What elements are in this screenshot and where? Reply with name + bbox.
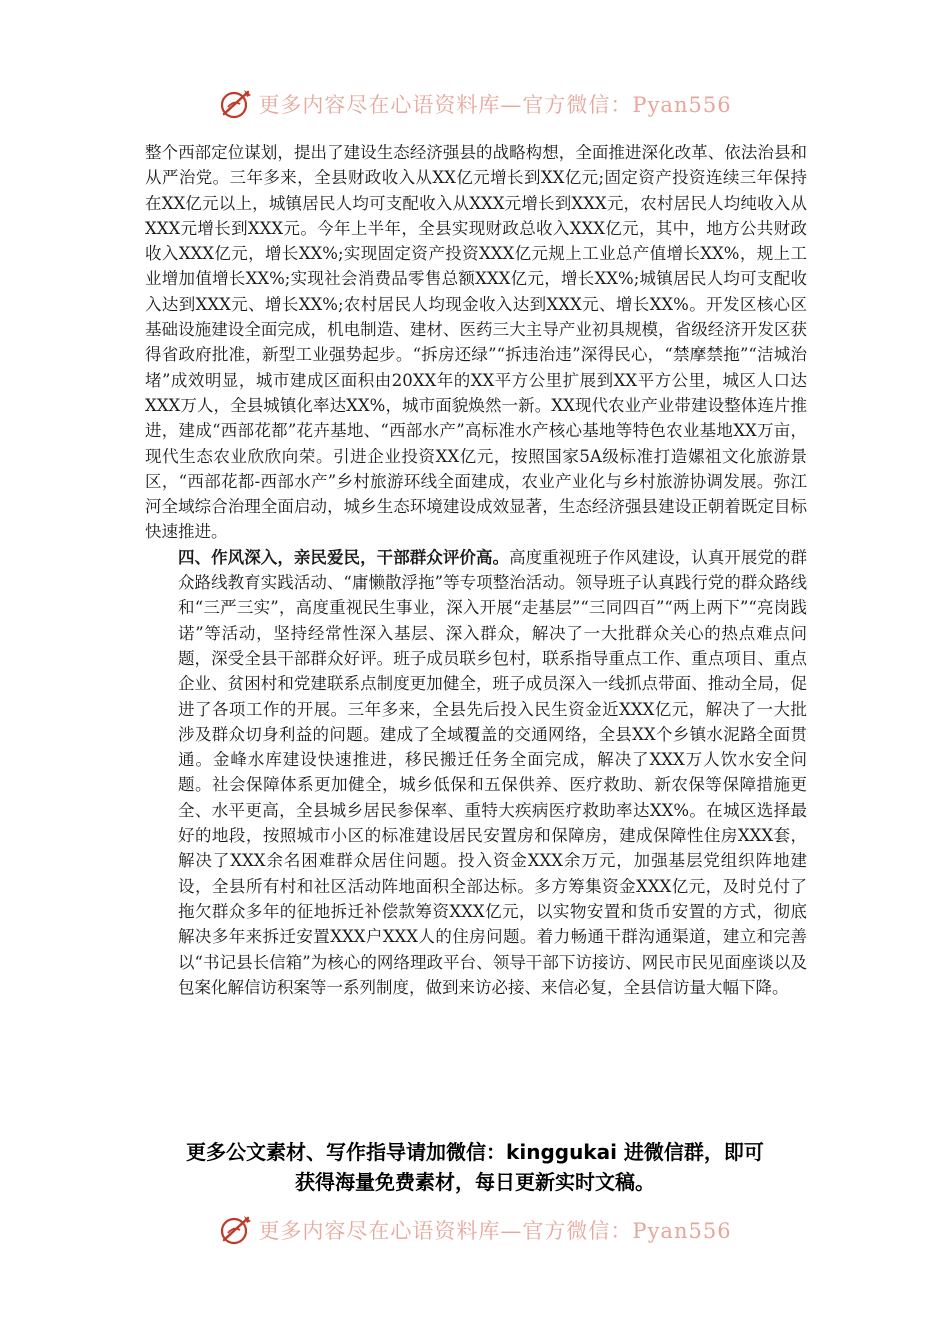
pen-logo-icon (218, 86, 254, 122)
section-paragraph (145, 545, 807, 1000)
document-body (145, 140, 807, 1000)
promo-line-1: 更多公文素材、写作指导请加微信：kinggukai 进微信群，即可 (186, 1140, 764, 1164)
header-watermark (0, 84, 950, 124)
body-paragraph: 整个西部定位谋划，提出了建设生态经济强县的战略构想，全面推进深化改革、依法治县和从严治党。三年多来，全县财政收入从XX亿元增长到XX亿元;固定资产投资连续三年保持在XX亿元以上，城镇居民人均可支配收入从XXX元增长到XXX元，农村居民人均纯收入从XXX元增长到XXX元。今年上半年，全县实现财政总收入XXX亿元，其中，地方公共财政收入XXX亿元，增长XX%;实现固定资产投资XXX亿元规上工业总产值增长XX%，规上工业增加值增长XX%;实现社会消费品零售总额XXX亿元，增长XX%;城镇居民人均可支配收入达到XXX元、增长XX%;农村居民人均现金收入达到XXX元、增长XX%。开发区核心区基础设施建设全面完成，机电制造、建材、医药三大主导产业初具规模，省级经济开发区获得省政府批准，新型工业强势起步。“拆房还绿”“拆违治违”深得民心，“禁摩禁拖”“洁城治堵”成效明显，城市建成区面积由20XX年的XX平方公里扩展到XX平方公里，城区人口达XXX万人，全县城镇化率达XX%，城市面貌焕然一新。XX现代农业产业带建设整体连片推进，建成“西部花都”花卉基地、“西部水产”高标准水产核心基地等特色农业基地XX万亩，现代生态农业欣欣向荣。引进企业投资XX亿元，按照国家5A级标准打造嫘祖文化旅游景区，“西部花都-西部水产”乡村旅游环线全面建成，农业产业化与乡村旅游协调发展。弥江河全域综合治理全面启动，城乡生态环境建设成效显著，生态经济强县建设正朝着既定目标快速推进。 (145, 143, 807, 542)
promo-notice (120, 1137, 830, 1197)
watermark-text: 更多内容尽在心语资料库—官方微信：Pyan556 (258, 1219, 732, 1243)
promo-line-2: 获得海量免费素材，每日更新实时文稿。 (295, 1170, 655, 1194)
section-heading: 四、作风深入，亲民爱民，干部群众评价高。 (178, 547, 510, 567)
footer-watermark (0, 1210, 950, 1250)
pen-logo-icon (218, 1212, 254, 1248)
watermark-text: 更多内容尽在心语资料库—官方微信：Pyan556 (258, 93, 732, 117)
section-text: 高度重视班子作风建设，认真开展党的群众路线教育实践活动、“庸懒散浮拖”等专项整治活动。领导班子认真践行党的群众路线和“三严三实”，高度重视民生事业，深入开展“走基层”“三同四百”“两上两下”“亮岗践诺”等活动，坚持经常性深入基层、深入群众，解决了一大批群众关心的热点难点问题，深受全县干部群众好评。班子成员联乡包村，联系指导重点工作、重点项目、重点企业、贫困村和党建联系点制度更加健全，班子成员深入一线抓点带面、推动全局，促进了各项工作的开展。三年多来，全县先后投入民生资金近XXX亿元，解决了一大批涉及群众切身利益的问题。建成了全域覆盖的交通网络，全县XX个乡镇水泥路全面贯通。金峰水库建设快速推进，移民搬迁任务全面完成，解决了XXX万人饮水安全问题。社会保障体系更加健全，城乡低保和五保供养、医疗救助、新农保等保障措施更全、水平更高，全县城乡居民参保率、重特大疾病医疗救助率达XX%。在城区选择最好的地段，按照城市小区的标准建设居民安置房和保障房，建成保障性住房XXX套，解决了XXX余名困难群众居住问题。投入资金XXX余万元，加强基层党组织阵地建设，全县所有村和社区活动阵地面积全部达标。多方筹集资金XXX亿元，及时兑付了拖欠群众多年的征地拆迁补偿款筹资XXX亿元，以实物安置和货币安置的方式，彻底解决多年来拆迁安置XXX户XXX人的住房问题。着力畅通干群沟通渠道，建立和完善以“书记县长信箱”为核心的网络理政平台、领导干部下访接访、网民市民见面座谈以及包案化解信访积案等一系列制度，做到来访必接、来信必复，全县信访量大幅下降。 (178, 547, 808, 997)
